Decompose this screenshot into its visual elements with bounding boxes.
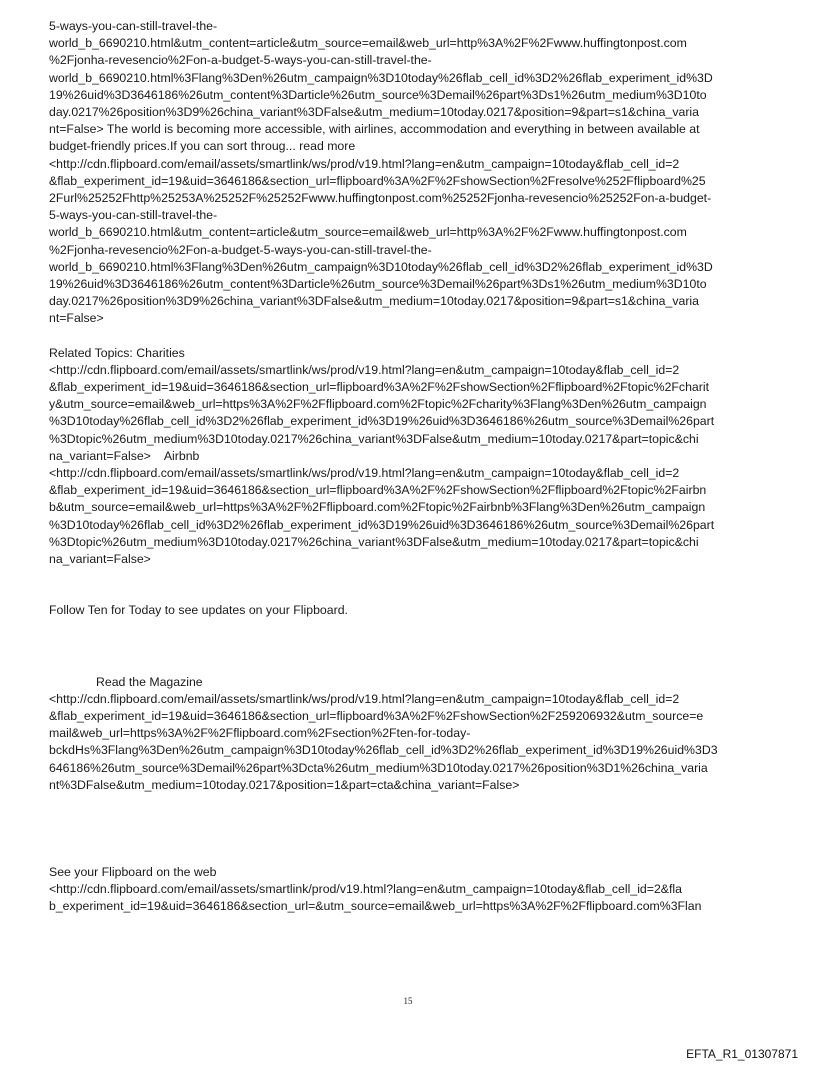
text-line: na_variant=False> Airbnb	[49, 448, 200, 463]
text-line: y&utm_source=email&web_url=https%3A%2F%2Fflipboard.com%2Ftopic%2Fcharity%3Flang%3Den%26utm_campaign	[49, 397, 707, 412]
spacer	[49, 620, 769, 674]
text-line: <http://cdn.flipboard.com/email/assets/smartlink/prod/v19.html?lang=en&utm_campaign=10today&flab_cell_id=2&fla	[49, 882, 682, 897]
text-line: na_variant=False>	[49, 552, 151, 567]
follow-text: Follow Ten for Today to see updates on your Flipboard.	[49, 603, 348, 618]
web-flipboard-title: See your Flipboard on the web	[49, 864, 217, 879]
text-line: day.0217%26position%3D9%26china_variant%3DFalse&utm_medium=10today.0217&position=9&part=s1&china_varia	[49, 105, 699, 120]
text-line: world_b_6690210.html%3Flang%3Den%26utm_campaign%3D10today%26flab_cell_id%3D2%26flab_experiment_id%3D	[49, 259, 713, 274]
related-topics-heading: Related Topics: Charities	[49, 345, 185, 360]
text-line: %3D10today%26flab_cell_id%3D2%26flab_experiment_id%3D19%26uid%3D3646186%26utm_source%3Demail%26part	[49, 517, 715, 532]
text-line: b_experiment_id=19&uid=3646186&section_url=&utm_source=email&web_url=https%3A%2F%2Fflipboard.com%3Flan	[49, 899, 702, 914]
related-topics-block	[49, 345, 769, 569]
text-line: budget-friendly prices.If you can sort throug... read more	[49, 139, 356, 154]
spacer	[49, 568, 769, 602]
spacer	[49, 794, 769, 864]
article-link-block	[49, 18, 769, 328]
text-line: <http://cdn.flipboard.com/email/assets/smartlink/ws/prod/v19.html?lang=en&utm_campaign=10today&flab_cell_id=2	[49, 466, 680, 481]
text-line: day.0217%26position%3D9%26china_variant%3DFalse&utm_medium=10today.0217&position=9&part=s1&china_varia	[49, 294, 699, 309]
text-line: <http://cdn.flipboard.com/email/assets/smartlink/ws/prod/v19.html?lang=en&utm_campaign=10today&flab_cell_id=2	[49, 691, 680, 706]
text-line: 646186%26utm_source%3Demail%26part%3Dcta%26utm_medium%3D10today.0217%26position%3D1%26china_varia	[49, 760, 708, 775]
text-line: world_b_6690210.html%3Flang%3Den%26utm_campaign%3D10today%26flab_cell_id%3D2%26flab_experiment_id%3D	[49, 70, 713, 85]
text-line: nt=False> The world is becoming more accessible, with airlines, accommodation and everything in between available at	[49, 122, 700, 137]
text-line: %2Fjonha-revesencio%2Fon-a-budget-5-ways-you-can-still-travel-the-	[49, 242, 432, 257]
text-line: &flab_experiment_id=19&uid=3646186&section_url=flipboard%3A%2F%2FshowSection%2Fflipboard%2Ftopic%2Fcharit	[49, 380, 709, 395]
text-line: %3Dtopic%26utm_medium%3D10today.0217%26china_variant%3DFalse&utm_medium=10today.0217&part=topic&chi	[49, 431, 699, 446]
text-line: world_b_6690210.html&utm_content=article&utm_source=email&web_url=http%3A%2F%2Fwww.huffingtonpost.com	[49, 225, 687, 240]
text-line: 19%26uid%3D3646186%26utm_content%3Darticle%26utm_source%3Demail%26part%3Ds1%26utm_medium%3D10to	[49, 277, 707, 292]
text-line: 2Furl%25252Fhttp%25253A%25252F%25252Fwww.huffingtonpost.com%25252Fjonha-revesencio%25252Fon-a-budget-	[49, 191, 712, 206]
text-line: %3Dtopic%26utm_medium%3D10today.0217%26china_variant%3DFalse&utm_medium=10today.0217&part=topic&chi	[49, 534, 699, 549]
web-flipboard-block	[49, 864, 769, 916]
read-magazine-title: Read the Magazine	[96, 674, 203, 689]
text-line: &flab_experiment_id=19&uid=3646186&section_url=flipboard%3A%2F%2FshowSection%2Fflipboard%2Ftopic%2Fairbn	[49, 483, 707, 498]
text-line: &flab_experiment_id=19&uid=3646186&section_url=flipboard%3A%2F%2FshowSection%2Fresolve%252Fflipboard%25	[49, 173, 706, 188]
page-number: 15	[403, 996, 413, 1006]
text-line: %2Fjonha-revesencio%2Fon-a-budget-5-ways-you-can-still-travel-the-	[49, 53, 432, 68]
text-line: b&utm_source=email&web_url=https%3A%2F%2Fflipboard.com%2Ftopic%2Fairbnb%3Flang%3Den%26utm_campaign	[49, 500, 706, 515]
text-line: mail&web_url=https%3A%2F%2Fflipboard.com%2Fsection%2Ften-for-today-	[49, 726, 471, 741]
text-line: nt=False>	[49, 311, 104, 326]
text-line: <http://cdn.flipboard.com/email/assets/smartlink/ws/prod/v19.html?lang=en&utm_campaign=10today&flab_cell_id=2	[49, 156, 680, 171]
text-line: nt%3DFalse&utm_medium=10today.0217&position=1&part=cta&china_variant=False>	[49, 777, 520, 792]
text-line: <http://cdn.flipboard.com/email/assets/smartlink/ws/prod/v19.html?lang=en&utm_campaign=10today&flab_cell_id=2	[49, 362, 680, 377]
text-line: 5-ways-you-can-still-travel-the-	[49, 19, 218, 33]
text-line: bckdHs%3Flang%3Den%26utm_campaign%3D10today%26flab_cell_id%3D2%26flab_experiment_id%3D19%26uid%3D3	[49, 743, 718, 758]
document-id: EFTA_R1_01307871	[686, 1047, 798, 1061]
spacer	[49, 328, 769, 345]
document-body	[49, 18, 769, 916]
text-line: world_b_6690210.html&utm_content=article&utm_source=email&web_url=http%3A%2F%2Fwww.huffingtonpost.com	[49, 36, 687, 51]
read-magazine-block	[49, 674, 769, 794]
text-line: %3D10today%26flab_cell_id%3D2%26flab_experiment_id%3D19%26uid%3D3646186%26utm_source%3Demail%26part	[49, 414, 715, 429]
text-line: 5-ways-you-can-still-travel-the-	[49, 208, 218, 223]
text-line: &flab_experiment_id=19&uid=3646186&section_url=flipboard%3A%2F%2FshowSection%2F259206932&utm_source=e	[49, 708, 704, 723]
text-line: 19%26uid%3D3646186%26utm_content%3Darticle%26utm_source%3Demail%26part%3Ds1%26utm_medium%3D10to	[49, 87, 707, 102]
